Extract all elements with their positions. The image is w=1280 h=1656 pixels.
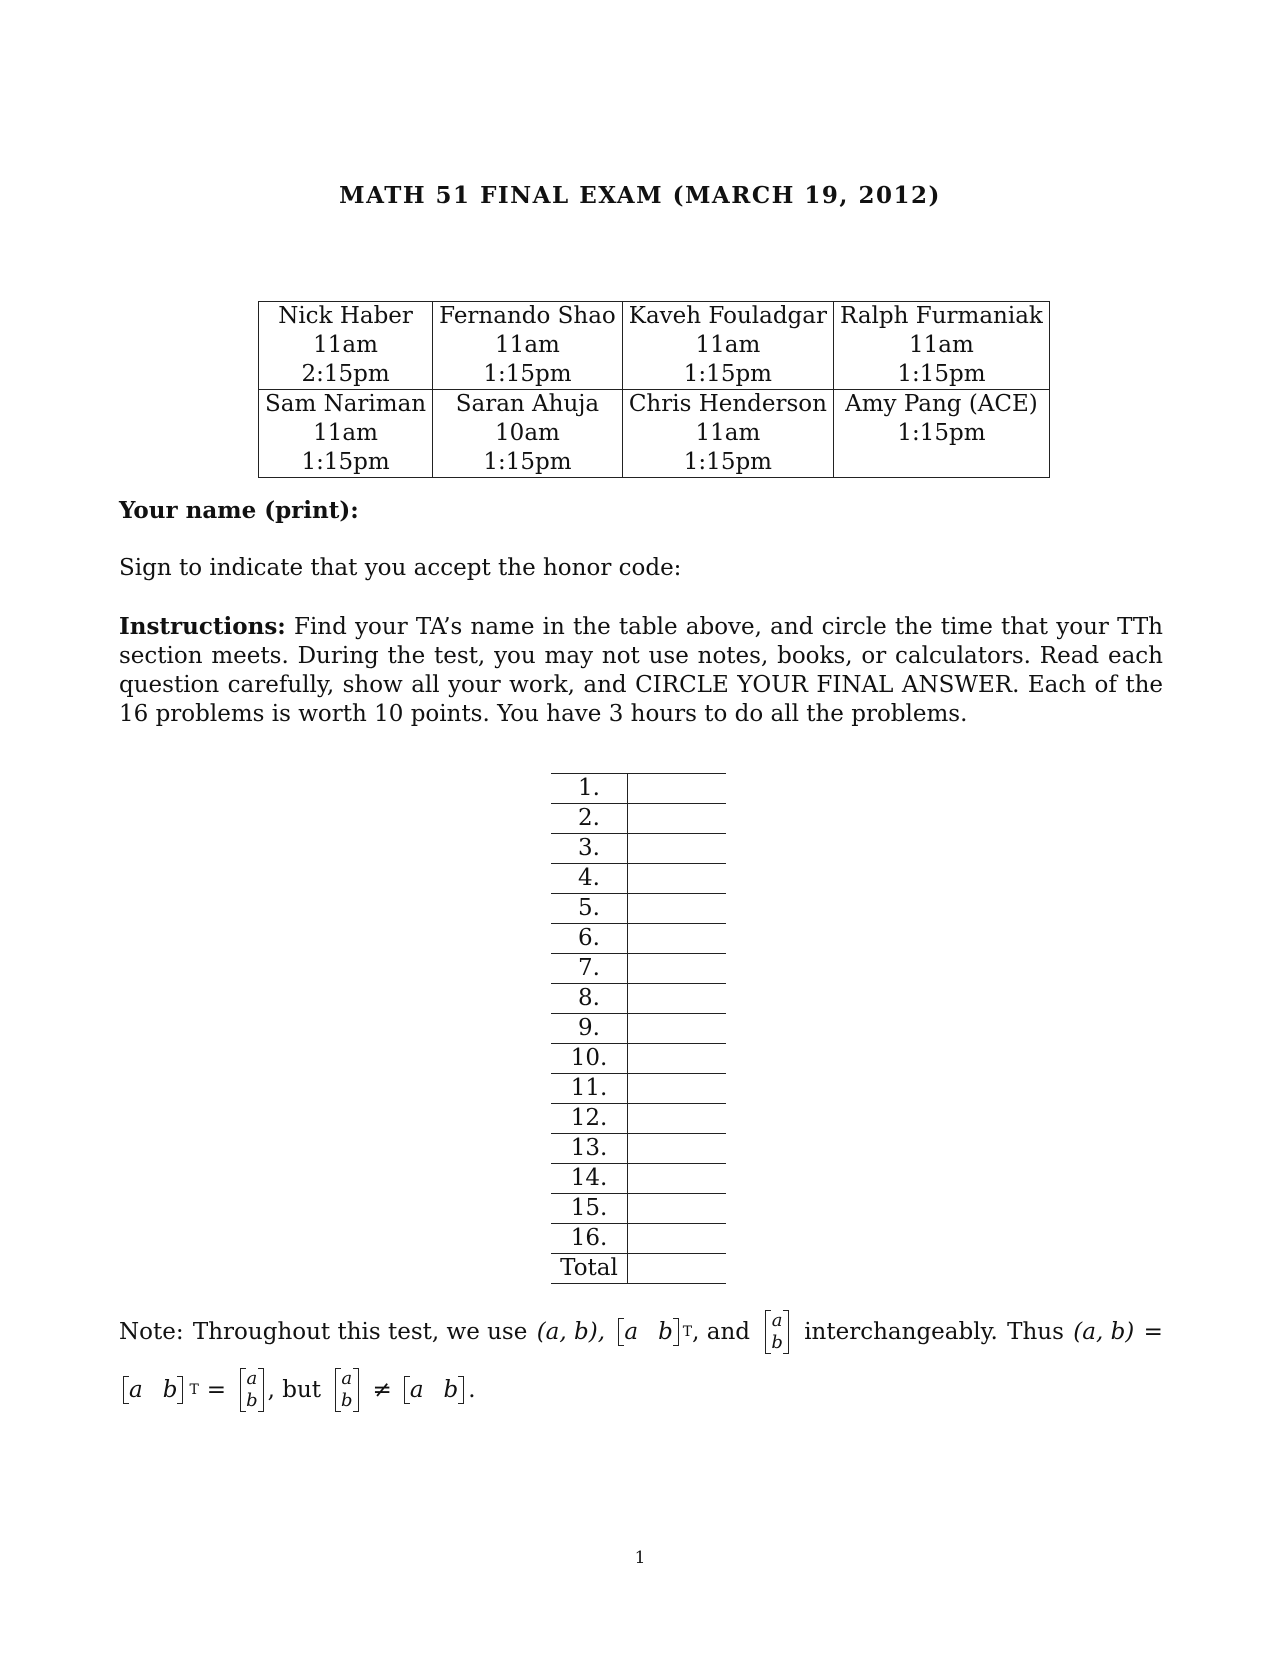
score-cell [628,1044,727,1074]
problem-number: 14. [551,1164,628,1194]
score-cell [628,774,727,804]
section-time[interactable]: 1:15pm [301,449,390,475]
note-tuple: (a, b), [536,1319,606,1345]
section-time[interactable]: 11am [495,332,560,358]
ta-cell [259,390,433,478]
problem-number: 4. [551,864,628,894]
ta-name: Fernando Shao [439,303,616,329]
score-cell [628,924,727,954]
page-number: 1 [634,1548,646,1568]
section-time[interactable]: 11am [695,420,761,446]
section-time[interactable]: 11am [313,420,378,446]
section-time[interactable]: 10am [495,420,560,446]
ta-name: Kaveh Fouladgar [628,303,827,329]
section-time[interactable]: 1:15pm [897,420,986,446]
row-vector-2: a b [123,1376,183,1404]
section-time[interactable]: 1:15pm [683,449,772,475]
score-cell [628,1164,727,1194]
section-time[interactable]: 11am [909,332,974,358]
problem-number: Total [551,1254,628,1284]
problem-number: 6. [551,924,628,954]
instructions [119,612,1163,729]
problem-number: 12. [551,1104,628,1134]
row-vector: a b [618,1318,678,1346]
score-row [551,894,726,924]
problem-number: 2. [551,804,628,834]
ta-name: Ralph Furmaniak [840,303,1043,329]
problem-number: 9. [551,1014,628,1044]
ta-row [259,302,1050,390]
ta-cell [433,390,623,478]
score-row [551,1074,726,1104]
score-cell [628,1194,727,1224]
problem-number: 1. [551,774,628,804]
problem-number: 16. [551,1224,628,1254]
problem-number: 7. [551,954,628,984]
ta-name: Sam Nariman [265,391,427,417]
ta-name: Saran Ahuja [455,391,600,417]
problem-number: 10. [551,1044,628,1074]
score-row [551,984,726,1014]
score-cell [628,1014,727,1044]
column-vector-3: a b [335,1368,359,1412]
ta-cell [259,302,433,390]
problem-number: 15. [551,1194,628,1224]
ta-cell [834,390,1050,478]
row-vector-3: a b [404,1376,464,1404]
ta-name: Nick Haber [278,303,413,329]
section-time[interactable]: 2:15pm [301,361,390,387]
score-cell [628,864,727,894]
score-cell [628,954,727,984]
score-row [551,954,726,984]
score-row [551,924,726,954]
score-cell [628,894,727,924]
note-prefix: Note: [119,1319,184,1345]
note-equals: = [1143,1319,1163,1345]
score-cell [628,1254,727,1284]
score-row [551,1164,726,1194]
ta-name: Amy Pang (ACE) [845,391,1038,417]
score-cell [628,834,727,864]
ta-row [259,390,1050,478]
score-cell [628,1074,727,1104]
problem-number: 13. [551,1134,628,1164]
score-row [551,834,726,864]
score-row [551,1254,726,1284]
section-time[interactable]: 11am [695,332,761,358]
score-cell [628,804,727,834]
score-row [551,1134,726,1164]
problem-number: 11. [551,1074,628,1104]
ta-cell [622,390,833,478]
section-time[interactable]: 1:15pm [483,361,572,387]
section-time[interactable] [840,448,1043,477]
column-vector-2: a b [240,1368,264,1412]
score-row [551,1104,726,1134]
section-time[interactable]: 11am [313,332,378,358]
instructions-label: Instructions: [119,613,286,640]
ta-table [258,301,1050,478]
score-row [551,1194,726,1224]
section-time[interactable]: 1:15pm [483,449,572,475]
score-cell [628,1104,727,1134]
instructions-text: Find your TA’s name in the table above, and circle the time that your TTh section meets. During the test, you may not use notes, books, or calculators. Read each question carefully, show all your work, and CIRCLE YOUR FINAL ANSWER. Each of the 16 problems is worth 10 points. You have 3 hours to do all the problems. [119,614,1163,727]
score-cell [628,1224,727,1254]
section-time[interactable]: 1:15pm [683,361,772,387]
name-label: Your name (print): [119,497,359,524]
score-row [551,804,726,834]
note-tuple-2: (a, b) [1073,1319,1135,1345]
note-thus: Thus [1007,1319,1064,1345]
score-row [551,1044,726,1074]
section-time[interactable]: 1:15pm [897,361,986,387]
column-vector: a b [765,1310,789,1354]
note-not-equal: ≠ [372,1377,392,1403]
note-interchangeably: interchangeably. [804,1319,998,1345]
score-table [551,773,726,1284]
score-row [551,1224,726,1254]
note-equals-2: = [206,1377,227,1403]
note-but: , but [267,1377,322,1403]
ta-cell [622,302,833,390]
note-throughout: Throughout this test, we use [192,1319,528,1345]
ta-name: Chris Henderson [628,391,827,417]
score-cell [628,984,727,1014]
ta-cell [433,302,623,390]
problem-number: 3. [551,834,628,864]
note-row-transpose: a b T , and [614,1317,750,1347]
ta-cell [834,302,1050,390]
problem-number: 8. [551,984,628,1014]
score-row [551,774,726,804]
score-row [551,864,726,894]
notation-note: Note: Throughout this test, we use (a, b), a b T , and a b interchangeably. Thus (a, b) = a b T = a b , but a b ≠ a b . [119,1310,1163,1411]
problem-number: 5. [551,894,628,924]
honor-code-label: Sign to indicate that you accept the honor code: [119,555,682,581]
page-title: MATH 51 FINAL EXAM (MARCH 19, 2012) [339,182,941,209]
score-row [551,1014,726,1044]
score-cell [628,1134,727,1164]
